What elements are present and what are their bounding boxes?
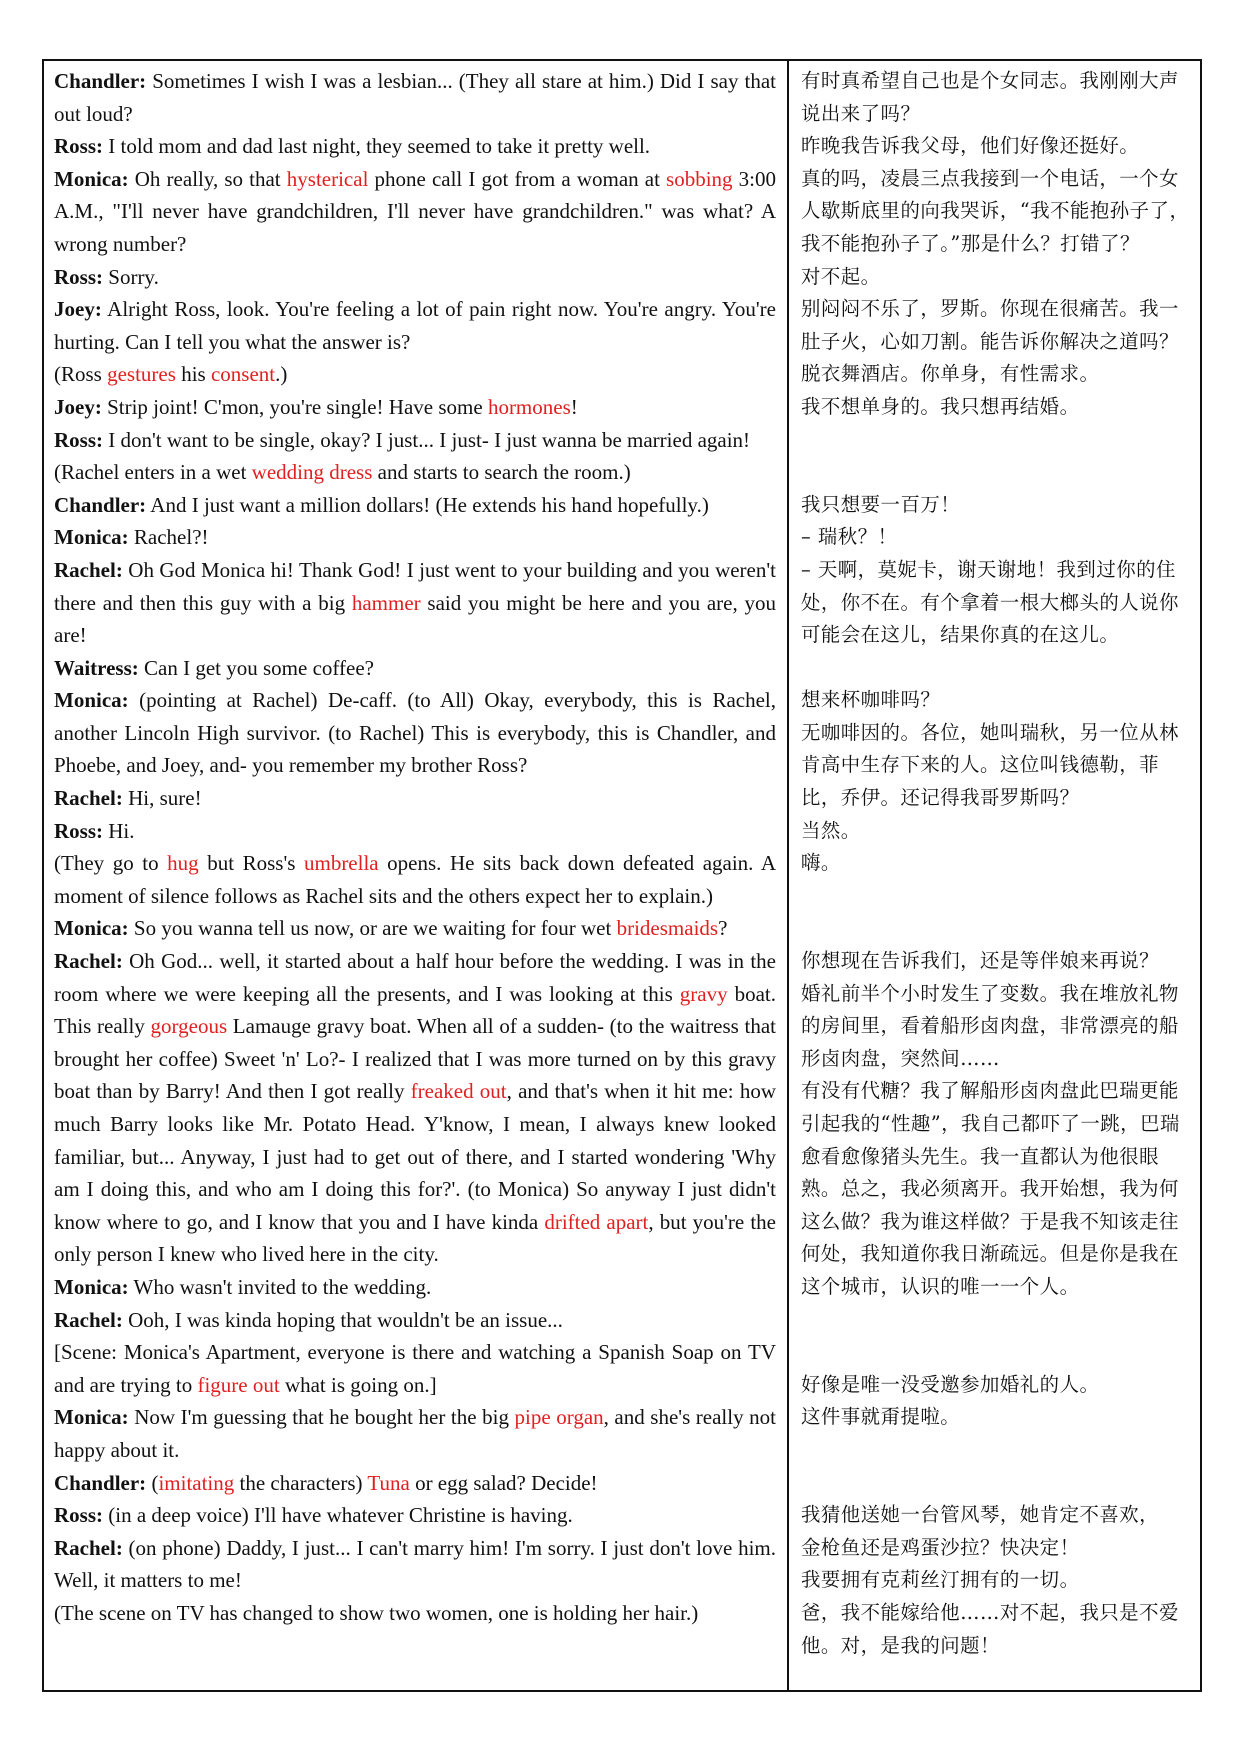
dialogue-text: Lamauge gravy boat. When all of a sudden- (to the waitress that brought her coffee) Sweet 'n' Lo?- I realized that I was more turned on by this gravy boat than by Barry! And then I got really: [54, 1014, 777, 1104]
blank-line: [801, 1336, 1192, 1369]
dialogue-text: Oh really, so that: [128, 166, 287, 191]
vocab-highlight: hormones: [487, 394, 571, 419]
speaker-name: Joey:: [54, 394, 102, 419]
script-line: [54, 391, 776, 424]
dialogue-text: (pointing at Rachel) De-caff. (to All) Okay, everybody, this is Rachel, another Lincoln High survivor. (to Rachel) This is everybody, this is Chandler, and Phoebe, and Joey, and- you remember my brother Ross?: [54, 688, 776, 778]
speaker-name: Monica:: [54, 525, 129, 550]
speaker-name: Ross:: [54, 427, 104, 452]
speaker-name: Chandler:: [54, 69, 147, 93]
dialogue-text: or egg salad? Decide!: [409, 1470, 598, 1495]
script-line: [54, 163, 776, 261]
speaker-name: Monica:: [54, 688, 129, 713]
script-line: [54, 1597, 776, 1630]
dialogue-text: phone call I got from a woman at: [368, 166, 667, 191]
dialogue-text: , but you're the only person I knew who lived here in the city.: [54, 1209, 776, 1267]
script-line: [54, 521, 776, 554]
speaker-name: Monica:: [54, 166, 129, 191]
dialogue-text: 3:00 A.M., "I'll never have grandchildren, I'll never have grandchildren." was what? A wrong number?: [54, 166, 776, 256]
translation-line: 别闷闷不乐了，罗斯。你现在很痛苦。我一肚子火，心如刀割。能告诉你解决之道吗？: [801, 297, 1179, 353]
dialogue-text: boat. This really: [54, 981, 777, 1039]
dialogue-text: said you might be here and you are, you are!: [54, 590, 776, 648]
dialogue-text: And I just want a million dollars! (He extends his hand hopefully.): [146, 492, 709, 517]
vocab-highlight: gravy: [679, 981, 728, 1006]
dialogue-text: (: [146, 1470, 159, 1495]
dialogue-text: Rachel?!: [128, 525, 209, 550]
dialogue-text: but Ross's: [198, 851, 304, 876]
script-line: [54, 489, 776, 522]
translation-line: – 天啊，莫妮卡，谢天谢地！我到过你的住处，你不在。有个拿着一根大榔头的人说你可能会在这儿，结果你真的在这儿。: [801, 557, 1179, 647]
dialogue-text: .): [275, 362, 288, 387]
translation-line: 有时真希望自己也是个女同志。我刚刚大声说出来了吗？: [801, 69, 1179, 125]
translation-line: 昨晚我告诉我父母，他们好像还挺好。: [801, 134, 1140, 158]
dialogue-text: Strip joint! C'mon, you're single! Have some: [101, 394, 488, 419]
vocab-highlight: Tuna: [367, 1470, 410, 1495]
script-line: [54, 684, 776, 782]
script-line: [54, 261, 776, 294]
vocab-highlight: freaked out: [410, 1079, 507, 1104]
translation-line: 我要拥有克莉丝汀拥有的一切。: [801, 1568, 1080, 1592]
speaker-name: Chandler:: [54, 1470, 147, 1495]
dialogue-text: Sometimes I wish I was a lesbian... (They all stare at him.) Did I say that out loud?: [54, 69, 776, 126]
blank-line: [801, 1467, 1192, 1500]
translation-line: 对不起。: [801, 264, 881, 288]
dialogue-text: his: [175, 362, 211, 387]
vocab-highlight: wedding dress: [251, 460, 373, 485]
blank-line: [801, 1434, 1192, 1467]
speaker-name: Rachel:: [54, 1535, 123, 1560]
dialogue-text: !: [570, 394, 578, 419]
dialogue-text: Can I get you some coffee?: [138, 655, 374, 680]
blank-line: [801, 912, 1192, 945]
dialogue-text: (in a deep voice) I'll have whatever Christine is having.: [103, 1503, 573, 1528]
vocab-highlight: pipe organ: [514, 1405, 604, 1430]
script-line: [54, 424, 776, 457]
speaker-name: Ross:: [54, 134, 104, 159]
translation-line: 真的吗，凌晨三点我接到一个电话，一个女人歇斯底里的向我哭诉，“我不能抱孙子了，我不能抱孙子了。”那是什么？打错了？: [801, 166, 1190, 255]
translation-line: 金枪鱼还是鸡蛋沙拉？快决定！: [801, 1535, 1080, 1559]
script-line: [54, 358, 776, 391]
dialogue-text: what is going on.]: [279, 1372, 437, 1397]
translation-line: – 瑞秋？！: [801, 525, 898, 549]
vocab-highlight: hug: [167, 851, 199, 876]
speaker-name: Rachel:: [54, 557, 123, 582]
dialogue-text: Ooh, I was kinda hoping that wouldn't be an issue...: [122, 1307, 563, 1332]
script-line: [54, 945, 776, 1271]
vocab-highlight: sobbing: [666, 166, 733, 191]
bilingual-script-table: [42, 59, 1202, 1692]
script-line: [54, 847, 776, 912]
vocab-highlight: bridesmaids: [616, 916, 719, 941]
translation-line: 这件事就甭提啦。: [801, 1405, 961, 1429]
script-line: [54, 554, 776, 652]
vocab-highlight: umbrella: [303, 851, 379, 876]
translation-line: 爸，我不能嫁给他……对不起，我只是不爱他。对，是我的问题！: [801, 1600, 1179, 1657]
translation-line: 我只想要一百万！: [801, 492, 961, 516]
dialogue-text: , and that's when it hit me: how much Barry looks like Mr. Potato Head. Y'know, I mean, I always knew looked familiar, but... Anyway, I just had to get out of there, and I started wondering 'Why am I doing this, and who am I doing this for?'. (to Monica) So anyway I just didn't know where to go, and I know that you and I have kinda: [54, 1079, 776, 1234]
translation-line: 婚礼前半个小时发生了变数。我在堆放礼物的房间里，看着船形卤肉盘，非常漂亮的船形卤肉盘，突然间……: [801, 981, 1179, 1070]
script-line: [54, 1499, 776, 1532]
translation-line: 想来杯咖啡吗？: [801, 688, 941, 712]
speaker-name: Ross:: [54, 264, 104, 289]
script-line: [54, 1532, 776, 1597]
dialogue-text: (They go to: [54, 851, 168, 876]
speaker-name: Waitress:: [54, 655, 139, 680]
dialogue-text: Sorry.: [103, 264, 159, 289]
dialogue-text: I don't want to be single, okay? I just... I just- I just wanna be married again!: [103, 427, 751, 452]
speaker-name: Rachel:: [54, 949, 123, 974]
script-line: [54, 456, 776, 489]
dialogue-text: ?: [718, 916, 728, 941]
dialogue-text: Oh God... well, it started about a half hour before the wedding. I was in the room where we were keeping all the presents, and I was looking at this: [54, 949, 776, 1006]
speaker-name: Monica:: [54, 1274, 129, 1299]
dialogue-text: and starts to search the room.): [372, 460, 631, 485]
speaker-name: Rachel:: [54, 1307, 123, 1332]
translation-line: 无咖啡因的。各位，她叫瑞秋，另一位从林肯高中生存下来的人。这位叫钱德勒，菲比，乔伊。还记得我哥罗斯吗？: [801, 720, 1179, 810]
vocab-highlight: drifted apart: [544, 1209, 649, 1234]
vocab-highlight: imitating: [158, 1470, 235, 1495]
speaker-name: Chandler:: [54, 492, 147, 517]
vocab-highlight: hysterical: [286, 166, 369, 191]
dialogue-text: opens. He sits back down defeated again. A moment of silence follows as Rachel sits and the others expect her to explain.): [54, 851, 776, 908]
script-line: [54, 912, 776, 945]
speaker-name: Ross:: [54, 1503, 104, 1528]
speaker-name: Ross:: [54, 818, 104, 843]
script-line: [54, 1401, 776, 1466]
vocab-highlight: figure out: [197, 1372, 280, 1397]
dialogue-text: I told mom and dad last night, they seemed to take it pretty well.: [103, 134, 651, 159]
translation-line: 好像是唯一没受邀参加婚礼的人。: [801, 1372, 1100, 1396]
translation-line: 我猜他送她一台管风琴，她肯定不喜欢，: [801, 1503, 1160, 1527]
dialogue-text: the characters): [234, 1470, 368, 1495]
chinese-column: [789, 61, 1200, 1690]
english-column: [44, 61, 789, 1690]
translation-line: 你想现在告诉我们，还是等伴娘来再说？: [801, 949, 1160, 973]
script-line: [54, 293, 776, 358]
dialogue-text: Oh God Monica hi! Thank God! I just went to your building and you weren't there and then this guy with a big: [54, 557, 776, 615]
translation-line: 脱衣舞酒店。你单身，有性需求。: [801, 362, 1100, 386]
vocab-highlight: gestures: [107, 362, 176, 387]
dialogue-text: [Scene: Monica's Apartment, everyone is there and watching a Spanish Soap on TV and are trying to: [54, 1340, 776, 1397]
script-line: [54, 652, 776, 685]
script-line: [54, 782, 776, 815]
dialogue-text: (on phone) Daddy, I just... I can't marry him! I'm sorry. I just don't love him. Well, it matters to me!: [54, 1535, 776, 1593]
blank-line: [801, 652, 1192, 685]
blank-line: [801, 424, 1192, 457]
script-line: [54, 1467, 776, 1500]
script-line: [54, 1336, 776, 1401]
speaker-name: Monica:: [54, 1405, 129, 1430]
speaker-name: Monica:: [54, 916, 129, 941]
script-line: [54, 1304, 776, 1337]
dialogue-text: So you wanna tell us now, or are we waiting for four wet: [128, 916, 617, 941]
blank-line: [801, 456, 1192, 489]
vocab-highlight: gorgeous: [150, 1014, 228, 1039]
dialogue-text: Hi.: [103, 818, 135, 843]
script-line: [54, 65, 776, 130]
speaker-name: Joey:: [54, 297, 102, 322]
dialogue-text: Hi, sure!: [122, 786, 202, 811]
dialogue-text: (The scene on TV has changed to show two women, one is holding her hair.): [54, 1600, 699, 1625]
translation-line: 嗨。: [801, 851, 841, 875]
blank-line: [801, 880, 1192, 913]
translation-line: 我不想单身的。我只想再结婚。: [801, 394, 1080, 418]
script-line: [54, 1271, 776, 1304]
translation-line: 有没有代糖？我了解船形卤肉盘此巴瑞更能引起我的“性趣”，我自己都吓了一跳，巴瑞愈看愈像猪头先生。我一直都认为他很眼熟。总之，我必须离开。我开始想，我为何这么做？我为谁这样做？于是我不知该走往何处，我知道你我日渐疏远。但是你是我在这个城市，认识的唯一一个人。: [801, 1079, 1180, 1298]
blank-line: [801, 1304, 1192, 1337]
script-line: [54, 130, 776, 163]
dialogue-text: (Rachel enters in a wet: [54, 460, 252, 485]
dialogue-text: Now I'm guessing that he bought her the big: [128, 1405, 515, 1430]
speaker-name: Rachel:: [54, 786, 123, 811]
translation-line: 当然。: [801, 818, 861, 842]
dialogue-text: (Ross: [54, 362, 108, 387]
dialogue-text: , and she's really not happy about it.: [54, 1405, 776, 1462]
dialogue-text: Alright Ross, look. You're feeling a lot of pain right now. You're angry. You're hurting. Can I tell you what the answer is?: [54, 297, 776, 354]
dialogue-text: Who wasn't invited to the wedding.: [128, 1274, 432, 1299]
vocab-highlight: hammer: [351, 590, 421, 615]
script-line: [54, 815, 776, 848]
vocab-highlight: consent: [210, 362, 276, 387]
